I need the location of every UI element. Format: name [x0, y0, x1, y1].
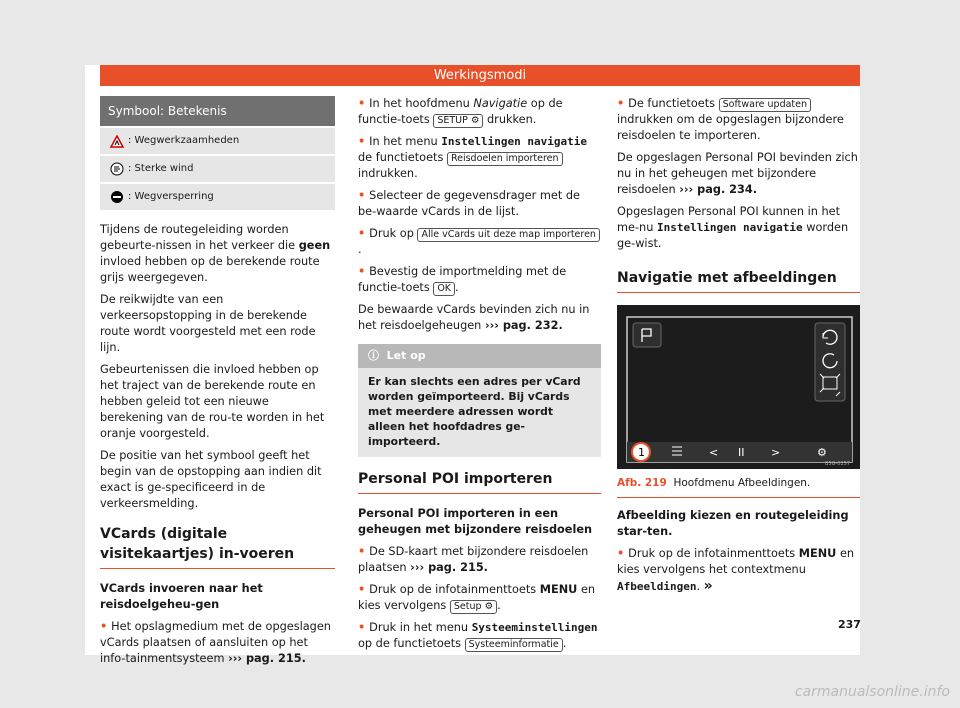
bullet-item: • In het menu Instellingen navigatie de functietoets Reisdoelen importeren indrukken.: [358, 134, 601, 182]
figure-caption: Afb. 219 Hoofdmenu Afbeeldingen.: [617, 469, 860, 498]
bullet-item: • Het opslagmedium met de opgeslagen vCards plaatsen of aansluiten op het info-tainmentsysteem ››› pag. 215.: [100, 619, 335, 667]
function-key-label: OK: [433, 282, 455, 296]
symbol-label: : Wegversperring: [128, 191, 214, 202]
menu-key-label: MENU: [798, 547, 837, 560]
roadworks-icon: [110, 135, 124, 148]
info-icon: ⓘ: [368, 349, 379, 362]
subheading: VCards invoeren naar het reisdoelgeheu-gen: [100, 582, 263, 611]
figure-code: B5G-0257: [825, 461, 851, 467]
function-key-label: Reisdoelen importeren: [447, 152, 563, 166]
settings-icon: ⚙: [484, 601, 494, 612]
bullet-item: • Druk op de infotainmenttoets MENU en kies vervolgens Setup ⚙ .: [358, 582, 601, 614]
bullet-item: • Druk op Alle vCards uit deze map importeren.: [358, 226, 601, 258]
bullet-item: • Druk in het menu Systeeminstellingen op de functietoets Systeeminformatie .: [358, 620, 601, 652]
paragraph: De positie van het symbool geeft het begin van de opstopping aan indien dit exact is ge-specificeerd in de verkeersmelding.: [100, 449, 322, 510]
menu-key-label: MENU: [539, 583, 578, 596]
wind-icon: [110, 162, 124, 176]
bullet-item: • Bevestig de importmelding met de functie-toets OK .: [358, 264, 601, 296]
note-box: [358, 344, 601, 457]
bullet-item: • In het hoofdmenu Navigatie op de functie-toets SETUP ⚙ drukken.: [358, 96, 601, 128]
settings-icon: ⚙: [470, 115, 480, 126]
figure-image: [617, 305, 860, 469]
table-row: [100, 126, 335, 154]
chevron-left-icon: <: [709, 446, 719, 459]
paragraph: De reikwijdte van een verkeersopstopping in de berekende route wordt voorgesteld met een rode lijn.: [100, 293, 316, 354]
function-key-label: Alle vCards uit deze map importeren: [417, 228, 600, 242]
function-key-label: Systeeminformatie: [465, 638, 563, 652]
figure-callout: 1: [638, 446, 645, 459]
section-heading: VCards (digitale visitekaartjes) in-voeren: [100, 524, 335, 569]
paragraph: De bewaarde vCards bevinden zich nu in het reisdoelgeheugen ››› pag. 232.: [358, 303, 590, 332]
symbol-label: : Sterke wind: [128, 163, 194, 174]
column-3: [617, 96, 860, 601]
function-key-label: Software updaten: [719, 98, 811, 112]
footer-watermark: carmanualsonline.info: [794, 684, 950, 700]
symbol-label: : Wegwerkzaamheden: [128, 135, 240, 146]
section-heading: Personal POI importeren: [358, 469, 601, 494]
setup-button-label: SETUP ⚙: [433, 114, 483, 128]
page-number: 237: [838, 618, 861, 631]
paragraph: Gebeurtenissen die invloed hebben op het traject van de berekende route en hebben geleid tot een nieuwe berekening van de rou-te worden in het oranje voorgesteld.: [100, 363, 325, 440]
continue-marker: »: [703, 578, 713, 594]
note-header: ⓘ Let op: [358, 344, 601, 368]
screen-illustration: [617, 305, 860, 469]
bullet-item: • Selecteer de gegevensdrager met de be-waarde vCards in de lijst.: [358, 188, 601, 220]
bullet-item: • De functietoets Software updaten indrukken om de opgeslagen bijzondere reisdoelen te importeren.: [617, 96, 860, 144]
settings-icon: ⚙: [817, 446, 827, 459]
page-reference[interactable]: ››› pag. 234.: [679, 183, 758, 196]
column-2: [358, 96, 601, 658]
page-reference[interactable]: ››› pag. 215.: [410, 561, 488, 574]
subheading: Afbeelding kiezen en routegeleiding star-ten.: [617, 509, 849, 538]
table-row: [100, 182, 335, 210]
symbol-table: [100, 96, 335, 210]
note-body: Er kan slechts een adres per vCard worden geïmporteerd. Bij vCards met meerdere adressen wordt alleen het hoofdadres ge-importeerd.: [368, 375, 581, 448]
bullet-item: • Druk op de infotainmenttoets MENU en kies vervolgens het contextmenu Afbeeldingen. »: [617, 546, 860, 595]
page-reference[interactable]: ››› pag. 232.: [484, 319, 563, 332]
section-header: Werkingsmodi: [100, 65, 860, 86]
setup-button-label: Setup ⚙: [450, 600, 497, 614]
chevron-right-icon: >: [771, 446, 781, 459]
symbol-table-heading: Symbool: Betekenis: [100, 96, 335, 126]
road-closure-icon: [110, 190, 124, 204]
subheading: Personal POI importeren in een geheugen met bijzondere reisdoelen: [358, 507, 593, 536]
page-reference[interactable]: ››› pag. 215.: [228, 652, 306, 665]
column-1: [100, 96, 335, 673]
paragraph: De opgeslagen Personal POI bevinden zich nu in het geheugen met bijzondere reisdoelen ››› pag. 234.: [617, 151, 858, 196]
paragraph: Opgeslagen Personal POI kunnen in het me-nu Instellingen navigatie worden ge-wist.: [617, 205, 849, 250]
bullet-item: • De SD-kaart met bijzondere reisdoelen plaatsen ››› pag. 215.: [358, 544, 601, 576]
pause-icon: II: [738, 446, 745, 459]
section-heading: Navigatie met afbeeldingen: [617, 268, 860, 293]
table-row: [100, 154, 335, 182]
paragraph: Tijdens de routegeleiding worden gebeurte-nissen in het verkeer die geen invloed hebben op de berekende route grijs weergegeven.: [100, 223, 331, 284]
